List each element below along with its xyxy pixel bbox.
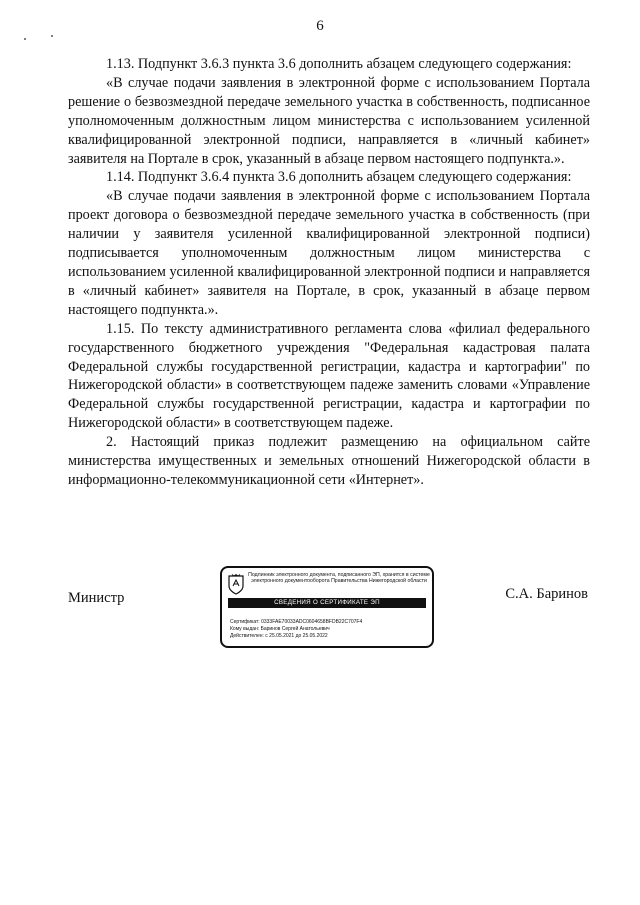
paragraph-1-14: 1.14. Подпункт 3.6.4 пункта 3.6 дополнить абзацем следующего содержания: — [106, 169, 572, 186]
paragraph-1-15: 1.15. По тексту административного регламента слова «филиал федерального государственного бюджетного учреждения "Федеральная кадастровая палата Федеральной службы государственной регистрации, кадастра и картографии" по Нижегородской области» в соответствующем падеже заменить словами «Управление Федеральной службы государственной регистрации, кадастра и картографии по Нижегородской области» в соответствующем падеже. — [68, 320, 590, 432]
paragraph-2: 2. Настоящий приказ подлежит размещению на официальном сайте министерства имущественных и земельных отношений Нижегородской области в информационно-телекоммуникационной сети «Интернет». — [68, 434, 590, 488]
document-body — [68, 55, 590, 490]
scan-dot — [24, 38, 26, 40]
paragraph-1-13-text: «В случае подачи заявления в электронной форме с использованием Портала решение о безвозмездной передаче земельного участка в собственность, подписанное уполномоченным должностным лицом министерства с использованием усиленной квалифицированной электронной подписи, направляется в «личный кабинет» заявителя на Портале в срок, указанный в абзаце первом настоящего подпункта.». — [68, 74, 590, 167]
signature-block — [68, 560, 590, 655]
signer-name: С.А. Баринов — [505, 586, 588, 602]
stamp-certificate: Сертификат: 0333FAE70033ADC0604658BFDB22C707F4 — [230, 619, 363, 625]
signer-position: Министр — [68, 590, 125, 606]
paragraph-1-14-text: «В случае подачи заявления в электронной форме с использованием Портала проект договора о безвозмездной передаче земельного участка в собственность (при наличии у заявителя усиленной квалифицированной электронной подписи) подписывается уполномоченным должностным лицом министерства с использованием усиленной квалифицированной электронной подписи и направляется в «личный кабинет» заявителя на Портале, в срок, указанный в абзаце первом настоящего подпункта.». — [68, 188, 590, 318]
scan-dot — [51, 35, 53, 37]
paragraph-1-13: 1.13. Подпункт 3.6.3 пункта 3.6 дополнить абзацем следующего содержания: — [106, 56, 572, 72]
stamp-issued-to: Кому выдан: Баринов Сергей Анатольевич — [230, 626, 330, 632]
stamp-header: СВЕДЕНИЯ О СЕРТИФИКАТЕ ЭП — [228, 598, 426, 608]
stamp-note: Подлинник электронного документа, подписанного ЭП, хранится в системе электронного документооборота Правительства Нижегородской области — [248, 572, 430, 585]
page-number: 6 — [316, 18, 324, 34]
stamp-validity: Действителен: с 25.05.2021 до 25.05.2022 — [230, 633, 328, 639]
electronic-signature-stamp — [220, 566, 434, 648]
coat-of-arms-icon — [228, 574, 244, 595]
